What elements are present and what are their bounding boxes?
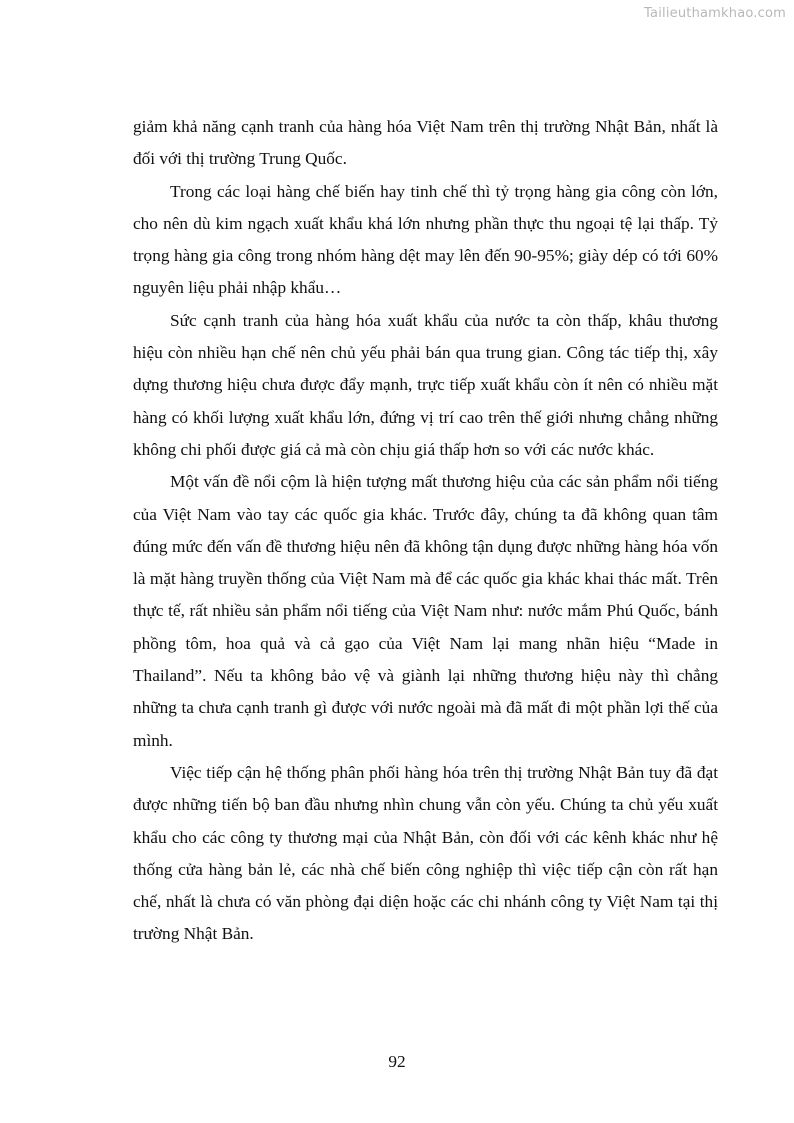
paragraph: Trong các loại hàng chế biến hay tinh chế thì tỷ trọng hàng gia công còn lớn, cho nên dù kim ngạch xuất khẩu khá lớn nhưng phần thực thu ngoại tệ lại thấp. Tỷ trọng hàng gia công trong nhóm hàng dệt may lên đến 90-95%; giày dép có tới 60% nguyên liệu phải nhập khẩu… xyxy=(133,181,718,298)
page-number: 92 xyxy=(388,1052,406,1071)
paragraph: Việc tiếp cận hệ thống phân phối hàng hóa trên thị trường Nhật Bản tuy đã đạt được những tiến bộ ban đầu nhưng nhìn chung vẫn còn yếu. Chúng ta chủ yếu xuất khẩu cho các công ty thương mại của Nhật Bản, còn đối với các kênh khác như hệ thống cửa hàng bản lẻ, các nhà chế biến công nghiệp thì việc tiếp cận còn rất hạn chế, nhất là chưa có văn phòng đại diện hoặc các chi nhánh công ty Việt Nam tại thị trường Nhật Bản. xyxy=(133,762,718,944)
paragraph: Một vấn đề nổi cộm là hiện tượng mất thương hiệu của các sản phẩm nổi tiếng của Việt Nam vào tay các quốc gia khác. Trước đây, chúng ta đã không quan tâm đúng mức đến vấn đề thương hiệu nên đã không tận dụng được những hàng hóa vốn là mặt hàng truyền thống của Việt Nam mà để các quốc gia khác khai thác mất. Trên thực tế, rất nhiều sản phẩm nổi tiếng của Việt Nam như: nước mắm Phú Quốc, bánh phồng tôm, hoa quả và cả gạo của Việt Nam lại mang nhãn hiệu “Made in Thailand”. Nếu ta không bảo vệ và giành lại những thương hiệu này thì chẳng những ta chưa cạnh tranh gì được với nước ngoài mà đã mất đi một phần lợi thế của mình. xyxy=(133,472,718,750)
document-body xyxy=(133,111,718,951)
paragraph: Sức cạnh tranh của hàng hóa xuất khẩu của nước ta còn thấp, khâu thương hiệu còn nhiều hạn chế nên chủ yếu phải bán qua trung gian. Công tác tiếp thị, xây dựng thương hiệu chưa được đẩy mạnh, trực tiếp xuất khẩu còn ít nên có nhiều mặt hàng có khối lượng xuất khẩu lớn, đứng vị trí cao trên thế giới nhưng chẳng những không chi phối được giá cả mà còn chịu giá thấp hơn so với các nước khác. xyxy=(133,310,718,459)
watermark: Tailieuthamkhao.com xyxy=(644,6,786,21)
paragraph-continuation: giảm khả năng cạnh tranh của hàng hóa Việt Nam trên thị trường Nhật Bản, nhất là đối với thị trường Trung Quốc. xyxy=(133,117,718,169)
